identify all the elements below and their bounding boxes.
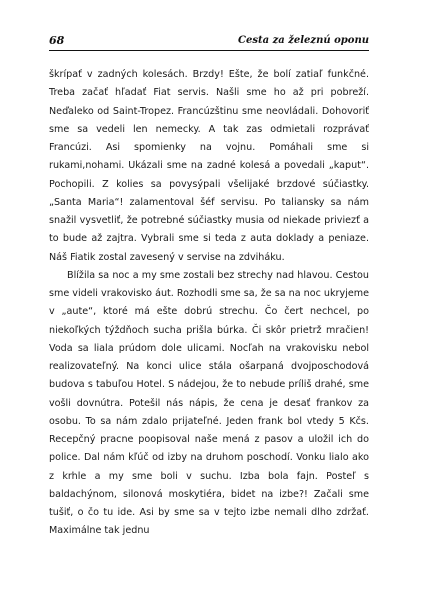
paragraph-2: Blížila sa noc a my sme zostali bez strechy nad hlavou. Cestou sme videli vrakovisko áut. Rozhodli sme sa, že sa na noc ukryjeme v „aute“, ktoré má ešte dobrú strechu. Čo čert nechcel, po niekoľkých týždňoch sucha prišla búrka. Či skôr prietrž mračien! Voda sa liala prúdom dole ulicami. Nocľah na vrakovisku nebol realizovateľný. Na konci ulice stála ošarpaná dvojposchodová budova s tabuľou Hotel. S nádejou, že to nebude príliš drahé, sme vošli dovnútra. Potešil nás nápis, že cena je desať frankov za osobu. To sa nám zdalo prijateľné. Jeden frank bol vtedy 5 Kčs. Recepčný pracne poopisoval naše mená z pasov a uložil ich do police. Dal nám kľúč od izby na druhom poschodí. Vonku lialo ako z krhle a my sme boli v suchu. Izba bola fajn. Posteľ s baldachýnom, silonová moskytiéra, bidet na izbe?! Začali sme tušiť, o čo tu ide. Asi by sme sa v tejto izbe nemali dlho zdržať. Maximálne tak jednu	[49, 269, 369, 537]
page-header	[49, 34, 369, 48]
page-number: 68	[49, 34, 65, 47]
header-rule	[49, 50, 369, 51]
body-text	[49, 66, 369, 541]
paragraph-1: škrípať v zadných kolesách. Brzdy! Ešte, že bolí zatiaľ funkčné. Treba začať hľadať Fiat servis. Našli sme ho až pri pobreží. Neďaleko od Saint-Tropez. Francúzštinu sme neovládali. Dohovoriť sme sa vedeli len nemecky. A tak zas odmietali rozprávať Francúzi. Asi spomienky na vojnu. Pomáhali sme si rukami,nohami. Ukázali sme na zadné kolesá a povedali „kaput“. Pochopili. Z kolies sa povysýpali všelijaké brzdové súčiastky. „Santa Maria“! zalamentoval šéf servisu. Po taliansky sa nám snažil vysvetliť, že potrebné súčiastky musia od niekade priviezť a to bude až zajtra. Vybrali sme si teda z auta doklady a peniaze. Náš Fiatik zostal zavesený v servise na zdviháku.	[49, 69, 369, 263]
running-title: Cesta za železnú oponu	[238, 35, 369, 46]
